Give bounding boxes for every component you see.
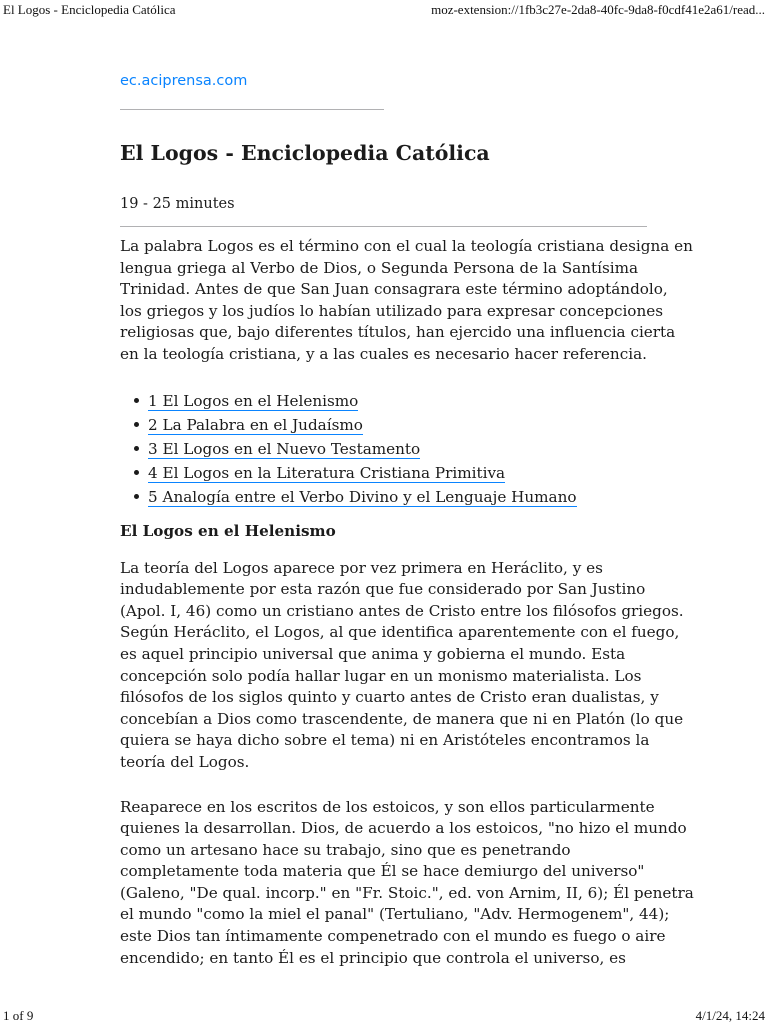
paragraph-line: como un artesano hace su trabajo, sino que es penetrando bbox=[120, 840, 571, 859]
paragraph-line: teoría del Logos. bbox=[120, 752, 250, 771]
bullet-icon bbox=[134, 494, 139, 499]
domain-divider bbox=[120, 109, 384, 110]
toc-link-literatura-cristiana[interactable]: 4 El Logos en la Literatura Cristiana Primitiva bbox=[148, 463, 506, 482]
paragraph-line: Reaparece en los escritos de los estoicos, y son ellos particularmente bbox=[120, 797, 655, 816]
print-footer bbox=[0, 1005, 768, 1023]
print-header-title: El Logos - Enciclopedia Católica bbox=[3, 2, 176, 17]
intro-line: en la teología cristiana, y a las cuales es necesario hacer referencia. bbox=[120, 344, 647, 363]
paragraph-line: La teoría del Logos aparece por vez primera en Heráclito, y es bbox=[120, 558, 603, 577]
bullet-icon bbox=[134, 470, 139, 475]
print-datetime: 4/1/24, 14:24 bbox=[695, 1008, 765, 1023]
header-divider bbox=[120, 226, 647, 227]
paragraph-line: encendido; en tanto Él es el principio que controla el universo, es bbox=[120, 948, 626, 967]
toc-item bbox=[120, 389, 648, 413]
page-indicator: 1 of 9 bbox=[3, 1008, 34, 1023]
body-paragraph bbox=[120, 797, 694, 970]
paragraph-line: es aquel principio universal que anima y gobierna el mundo. Esta bbox=[120, 644, 626, 663]
table-of-contents bbox=[120, 389, 648, 509]
toc-link-judaismo[interactable]: 2 La Palabra en el Judaísmo bbox=[148, 415, 363, 434]
toc-link-helenismo[interactable]: 1 El Logos en el Helenismo bbox=[148, 391, 359, 410]
intro-line: los griegos y los judíos lo habían utilizado para expresar concepciones bbox=[120, 301, 664, 320]
paragraph-line: quiera se haya dicho sobre el tema) ni en Aristóteles encontramos la bbox=[120, 731, 650, 750]
paragraph-line: el mundo "como la miel el panal" (Tertuliano, "Adv. Hermogenem", 44); bbox=[120, 905, 670, 924]
paragraph-line: filósofos de los siglos quinto y cuarto antes de Cristo eran dualistas, y bbox=[120, 688, 659, 707]
paragraph-line: quienes la desarrollan. Dios, de acuerdo a los estoicos, "no hizo el mundo bbox=[120, 819, 687, 838]
reading-time: 19 - 25 minutes bbox=[120, 196, 235, 212]
intro-line: Trinidad. Antes de que San Juan consagrara este término adoptándolo, bbox=[120, 280, 668, 299]
intro-line: La palabra Logos es el término con el cual la teología cristiana designa en bbox=[120, 237, 693, 255]
paragraph-line: completamente toda materia que Él se hace demiurgo del universo" bbox=[120, 862, 645, 881]
toc-item bbox=[120, 413, 648, 437]
toc-item bbox=[120, 485, 648, 509]
toc-link-nuevo-testamento[interactable]: 3 El Logos en el Nuevo Testamento bbox=[148, 439, 421, 458]
paragraph-line: (Apol. I, 46) como un cristiano antes de Cristo entre los filósofos griegos. bbox=[120, 601, 684, 620]
paragraph-line: este Dios tan íntimamente compenetrado con el mundo es fuego o aire bbox=[120, 927, 666, 946]
paragraph-line: Según Heráclito, el Logos, al que identifica aparentemente con el fuego, bbox=[120, 623, 680, 642]
bullet-icon bbox=[134, 446, 139, 451]
toc-item bbox=[120, 461, 648, 485]
intro-paragraph bbox=[120, 236, 693, 366]
intro-line: lengua griega al Verbo de Dios, o Segunda Persona de la Santísima bbox=[120, 258, 639, 277]
body-paragraph bbox=[120, 558, 684, 774]
article-title: El Logos - Enciclopedia Católica bbox=[120, 141, 490, 165]
paragraph-line: indudablemente por esta razón que fue considerado por San Justino bbox=[120, 580, 646, 599]
toc-item bbox=[120, 437, 648, 461]
section-heading: El Logos en el Helenismo bbox=[120, 521, 336, 540]
paragraph-line: concebían a Dios como trascendente, de manera que ni en Platón (lo que bbox=[120, 709, 684, 728]
paragraph-line: concepción solo podía hallar lugar en un monismo materialista. Los bbox=[120, 666, 642, 685]
toc-link-analogia[interactable]: 5 Analogía entre el Verbo Divino y el Lenguaje Humano bbox=[148, 487, 577, 506]
print-header bbox=[0, 0, 768, 20]
print-header-url: moz-extension://1fb3c27e-2da8-40fc-9da8-f0cdf41e2a61/read... bbox=[431, 2, 765, 17]
article-content bbox=[120, 236, 694, 992]
bullet-icon bbox=[134, 398, 139, 403]
paragraph-line: (Galeno, "De qual. incorp." en "Fr. Stoic.", ed. von Arnim, II, 6); Él penetra bbox=[120, 883, 694, 902]
bullet-icon bbox=[134, 422, 139, 427]
source-domain-link[interactable]: ec.aciprensa.com bbox=[120, 73, 248, 89]
intro-line: religiosas que, bajo diferentes títulos, han ejercido una influencia cierta bbox=[120, 323, 676, 342]
